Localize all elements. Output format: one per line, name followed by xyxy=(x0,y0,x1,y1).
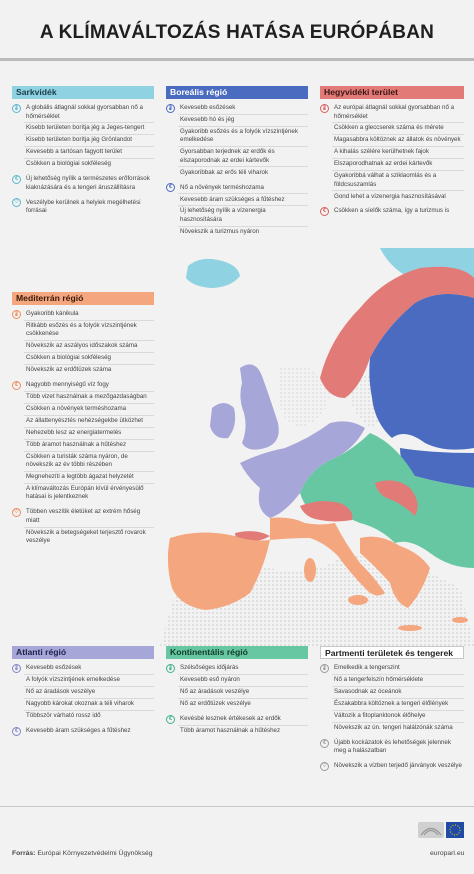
euro-icon-glyph: € xyxy=(166,715,175,724)
region-continental-header: Kontinentális régió xyxy=(166,646,308,659)
heart-icon-glyph: ♡ xyxy=(12,198,21,207)
impact-list xyxy=(178,714,308,737)
thermometer-icon xyxy=(320,663,332,734)
impact-list xyxy=(332,738,464,757)
source-credit xyxy=(12,850,153,857)
impact-item: Nő az áradások veszélye xyxy=(24,687,154,699)
britain-atlantic-shape xyxy=(240,364,279,449)
thermometer-icon-glyph: 🌡 xyxy=(321,665,328,671)
impact-group xyxy=(12,380,154,503)
thermometer-icon-glyph: 🌡 xyxy=(321,105,328,111)
europe-climate-map xyxy=(160,248,474,646)
region-arctic xyxy=(12,86,154,217)
region-boreal-header: Boreális régió xyxy=(166,86,308,99)
euro-icon xyxy=(12,380,24,503)
sardinia-shape xyxy=(304,558,316,582)
impact-item: Gyakoribbá válhat a sziklaomlás és a földcsuszamlás xyxy=(332,171,464,191)
impact-group xyxy=(12,103,154,170)
page-title: A KLÍMAVÁLTOZÁS HATÁSA EURÓPÁBAN xyxy=(39,22,435,43)
crete-shape xyxy=(398,625,422,631)
impact-item: Többször várható rossz idő xyxy=(26,711,101,719)
impact-item: Gyakoribb esőzés és a folyók vízszintjének emelkedése xyxy=(178,127,308,147)
region-coastal-header: Partmenti területek és tengerek xyxy=(320,646,464,659)
euro-icon xyxy=(320,738,332,757)
impact-item: A globális átlagnál sokkal gyorsabban nő a hőmérséklet xyxy=(24,103,154,123)
impact-item: Nő az erdőtüzek veszélye xyxy=(180,700,251,707)
impact-item: Több áramot használnak a hűtéshez xyxy=(180,726,281,734)
impact-item: Ritkább esőzés és a folyók vízszintjének csökkenése xyxy=(24,321,154,341)
impact-list xyxy=(24,309,154,376)
sicily-shape xyxy=(348,595,368,605)
impact-item: Kevesebb esőzések xyxy=(24,663,154,675)
region-mediterranean-header: Mediterrán régió xyxy=(12,292,154,305)
impact-list xyxy=(24,726,154,737)
impact-group xyxy=(166,182,308,237)
source-label: Forrás: xyxy=(12,850,36,857)
impact-group xyxy=(166,663,308,710)
impact-item: Emelkedik a tengerszint xyxy=(332,663,464,675)
heart-icon xyxy=(12,507,24,547)
euro-icon-glyph: € xyxy=(12,175,21,184)
impact-group xyxy=(166,714,308,737)
impact-item: Növekszik a betegségeket terjesztő rovarok veszélye xyxy=(26,528,146,545)
impact-list xyxy=(178,663,308,710)
euro-icon xyxy=(166,714,178,737)
impact-item: Több vizet használnak a mezőgazdaságban xyxy=(24,392,154,404)
thermometer-icon xyxy=(12,309,24,376)
impact-item: Növekszik az aszályos időszakok száma xyxy=(24,341,154,353)
impact-item: Az európai átlagnál sokkal gyorsabban nő a hőmérséklet xyxy=(332,103,464,123)
cyprus-shape xyxy=(452,617,468,623)
impact-item: Kevésbé lesznek értékesek az erdők xyxy=(178,714,308,726)
impact-item: Új lehetőség nyílik a természetes erőforrások kiaknázására és a tengeri áruszállításra xyxy=(26,175,150,191)
impact-item: Kevesebb eső nyáron xyxy=(178,675,308,687)
impact-item: Nehezebb lesz az energiatermelés xyxy=(24,428,154,440)
impact-list xyxy=(332,761,464,772)
europarl-link[interactable]: europarl.eu xyxy=(430,850,465,857)
thermometer-icon xyxy=(320,103,332,202)
impact-item: Nő a tengerfelszín hőmérséklete xyxy=(332,675,464,687)
thermometer-icon-glyph: 🌡 xyxy=(13,311,20,317)
title-divider xyxy=(0,58,474,61)
heart-icon-glyph: ♡ xyxy=(320,762,329,771)
region-arctic-header: Sarkvidék xyxy=(12,86,154,99)
euro-icon-glyph: € xyxy=(12,727,21,736)
thermometer-icon xyxy=(166,103,178,178)
thermometer-icon xyxy=(12,103,24,170)
impact-item: Nagyobb mennyiségű víz fogy xyxy=(24,380,154,392)
impact-group xyxy=(12,507,154,547)
impact-list xyxy=(24,103,154,170)
heart-icon xyxy=(320,761,332,772)
impact-group xyxy=(320,663,464,734)
impact-item: Többen veszítik életüket az extrém hőség miatt xyxy=(24,507,154,527)
impact-item: Kevesebb hó és jég xyxy=(178,115,308,127)
euro-icon-glyph: € xyxy=(320,207,329,216)
impact-item: Több áramot használnak a hűtéshez xyxy=(24,440,154,452)
impact-item: Szélsőséges időjárás xyxy=(178,663,308,675)
impact-list xyxy=(332,663,464,734)
euro-icon xyxy=(12,174,24,193)
impact-list xyxy=(24,380,154,503)
euro-icon xyxy=(166,182,178,237)
region-atlantic-header: Atlanti régió xyxy=(12,646,154,659)
thermometer-icon-glyph: 🌡 xyxy=(13,105,20,111)
impact-group xyxy=(166,103,308,178)
thermometer-icon xyxy=(12,663,24,722)
impact-list xyxy=(178,182,308,237)
impact-item: A folyók vízszintjének emelkedése xyxy=(24,675,154,687)
iceland-arctic-shape xyxy=(186,259,240,288)
region-coastal xyxy=(320,646,464,772)
impact-list xyxy=(178,103,308,178)
thermometer-icon xyxy=(166,663,178,710)
impact-group xyxy=(12,663,154,722)
impact-item: A kihalás szélére kerülhetnek fajok xyxy=(332,147,464,159)
impact-group xyxy=(12,197,154,216)
impact-item: Csökken a biológiai sokféleség xyxy=(26,160,111,168)
region-mediterranean xyxy=(12,292,154,547)
thermometer-icon-glyph: 🌡 xyxy=(167,665,174,671)
impact-item: Savasodnak az óceánok xyxy=(332,687,464,699)
region-mountain xyxy=(320,86,464,217)
impact-item: Nagyobb károkat okoznak a téli viharok xyxy=(24,699,154,711)
impact-item: Növekszik a vízben terjedő járványok veszélye xyxy=(334,762,462,770)
impact-list xyxy=(24,174,154,193)
impact-item: Gyakoribbak az erős téli viharok xyxy=(180,168,269,176)
impact-list xyxy=(24,197,154,216)
region-continental xyxy=(166,646,308,737)
euro-icon xyxy=(320,206,332,217)
impact-item: Növekszik az erdőtüzek száma xyxy=(26,366,112,374)
thermometer-icon-glyph: 🌡 xyxy=(167,105,174,111)
impact-item: Kevesebb áram szükséges a fűtéshez xyxy=(178,194,308,206)
impact-item: Növekszik a turizmus nyáron xyxy=(180,227,260,235)
impact-item: Megnehezíti a legtöbb ágazat helyzetét xyxy=(24,472,154,484)
region-atlantic xyxy=(12,646,154,737)
impact-item: Magasabbra költöznek az állatok és növények xyxy=(332,135,464,147)
european-parliament-logo xyxy=(418,818,464,842)
impact-item: Gyorsabban terjednek az erdők és elszaporodnak az erdei kártevők xyxy=(178,147,308,167)
impact-item: Kevesebb esőzések xyxy=(178,103,308,115)
footer-divider xyxy=(0,806,474,807)
impact-item: A klímaváltozás Európán kívül érvényesülő hatásai is jelentkeznek xyxy=(26,485,144,501)
impact-group xyxy=(320,738,464,757)
impact-item: Veszélybe kerülnek a helyiek megélhetési forrásai xyxy=(26,198,141,214)
impact-item: Gyakoribb kánikula xyxy=(24,309,154,321)
impact-item: Új lehetőség nyílik a vízenergia hasznosítására xyxy=(178,206,308,226)
impact-list xyxy=(24,663,154,722)
impact-item: Csökken a biológiai sokféleség xyxy=(24,353,154,365)
impact-item: Csökken a síelők száma, így a turizmus is xyxy=(334,207,450,215)
impact-item: Kisebb területen borítja jég Grönlandot xyxy=(24,135,154,147)
impact-item: Kisebb területen borítja jég a Jeges-tengert xyxy=(24,123,154,135)
heart-icon-glyph: ♡ xyxy=(12,508,21,517)
impact-list xyxy=(24,507,154,547)
heart-icon xyxy=(12,197,24,216)
impact-group xyxy=(320,103,464,202)
impact-item: Gond lehet a vízenergia hasznosításával xyxy=(334,192,446,200)
impact-group xyxy=(12,309,154,376)
impact-item: Kevesebb áram szükséges a fűtéshez xyxy=(26,726,131,734)
region-mountain-header: Hegyvidéki terület xyxy=(320,86,464,99)
impact-group xyxy=(320,761,464,772)
thermometer-icon-glyph: 🌡 xyxy=(13,665,20,671)
impact-item: Elszaporodhatnak az erdei kártevők xyxy=(332,159,464,171)
impact-item: Nő a növények terméshozama xyxy=(178,182,308,194)
source-value: Európai Környezetvédelmi Ügynökség xyxy=(37,850,153,857)
impact-item: Újabb kockázatok és lehetőségek jelennek meg a halászatban xyxy=(334,738,451,755)
impact-item: Csökken a turisták száma nyáron, de növekszik az év többi részében xyxy=(24,452,154,472)
impact-item: Nő az áradások veszélye xyxy=(178,687,308,699)
euro-icon xyxy=(12,726,24,737)
impact-item: Kevesebb a tartósan fagyott terület xyxy=(24,147,154,159)
ireland-atlantic-shape xyxy=(210,403,235,438)
impact-group xyxy=(320,206,464,217)
impact-group xyxy=(12,174,154,193)
impact-list xyxy=(332,206,464,217)
impact-group xyxy=(12,726,154,737)
euro-icon-glyph: € xyxy=(320,739,329,748)
impact-item: Változik a fitoplanktonok élőhelye xyxy=(332,711,464,723)
impact-item: Növekszik az ún. tengeri halálzónák száma xyxy=(334,723,453,731)
euro-icon-glyph: € xyxy=(12,381,21,390)
impact-item: Csökken a növények terméshozama xyxy=(24,404,154,416)
region-boreal xyxy=(166,86,308,238)
impact-item: Az állattenyésztés nehézségekbe ütközhet xyxy=(24,416,154,428)
impact-item: Északabbra költöznek a tengeri élőlények xyxy=(332,699,464,711)
euro-icon-glyph: € xyxy=(166,183,175,192)
impact-list xyxy=(332,103,464,202)
impact-item: Csökken a gleccserek száma és mérete xyxy=(332,123,464,135)
